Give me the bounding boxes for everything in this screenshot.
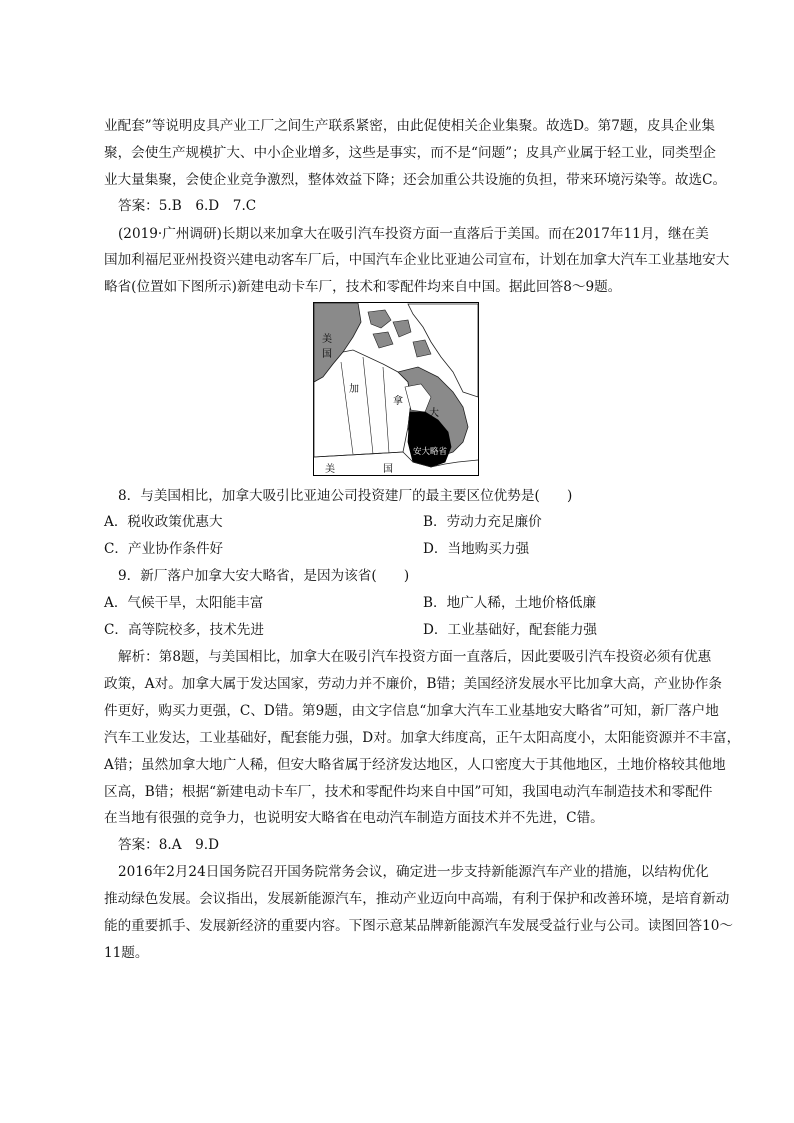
canada-map	[313, 302, 479, 476]
q9-option-d: D．工业基础好，配套能力强	[423, 622, 598, 638]
intro3-line2: 推动绿色发展。会议指出，发展新能源汽车，推动产业迈向中高端，有利于保护和改善环境，是培育新动	[104, 891, 730, 907]
intro2-line3: 略省(位置如下图所示)新建电动卡车厂，技术和零配件均来自中国。据此回答8～9题。	[104, 279, 622, 295]
intro3-line4: 11题。	[104, 945, 149, 961]
q8-option-d: D．当地购买力强	[423, 541, 530, 557]
analysis-line2: 政策，A对。加拿大属于发达国家，劳动力并不廉价，B错；美国经济发展水平比加拿大高，产业协作条	[104, 676, 722, 692]
label-us-top-1: 美	[322, 334, 332, 345]
analysis-line3: 件更好，购买力更强，C、D错。第9题，由文字信息“加拿大汽车工业基地安大略省”可知，新厂落户地	[104, 703, 719, 719]
paragraph1-line2: 聚，会使生产规模扩大、中小企业增多，这些是事实，而不是“问题”；皮具产业属于轻工业，同类型企	[104, 145, 717, 161]
q9-stem: 9．新厂落户加拿大安大略省，是因为该省( )	[118, 568, 410, 584]
q9-option-a: A．气候干旱，太阳能丰富	[104, 595, 264, 611]
answer2: 答案：8.A 9.D	[118, 837, 220, 853]
label-jia: 加	[349, 384, 359, 395]
label-da: 大	[429, 408, 439, 419]
label-us-bottom-1: 美	[325, 464, 335, 475]
q8-option-a: A．税收政策优惠大	[104, 514, 223, 530]
q9-option-c: C．高等院校多，技术先进	[104, 622, 264, 638]
paragraph1-line1: 业配套”等说明皮具产业工厂之间生产联系紧密，由此促使相关企业集聚。故选D。第7题，皮具企业集	[104, 118, 716, 134]
label-na: 拿	[393, 396, 403, 407]
q8-option-b: B．劳动力充足廉价	[423, 514, 542, 530]
analysis-line6: 区高，B错；根据“新建电动卡车厂，技术和零配件均来自中国”可知，我国电动汽车制造技术和零配件	[104, 784, 713, 800]
q8-option-c: C．产业协作条件好	[104, 541, 224, 557]
paragraph1-line3: 业大量集聚，会使企业竞争激烈，整体效益下降；还会加重公共设施的负担，带来环境污染等。故选C。	[104, 172, 727, 188]
q8-stem: 8．与美国相比，加拿大吸引比亚迪公司投资建厂的最主要区位优势是( )	[118, 488, 573, 504]
answer1: 答案：5.B 6.D 7.C	[118, 198, 257, 214]
analysis-line5: A错；虽然加拿大地广人稀，但安大略省属于经济发达地区，人口密度大于其他地区，土地价格较其他地	[104, 757, 726, 773]
intro2-line1: (2019·广州调研)长期以来加拿大在吸引汽车投资方面一直落后于美国。而在2017年11月，继在美	[118, 226, 709, 242]
analysis-line7: 在当地有很强的竞争力，也说明安大略省在电动汽车制造方面技术并不先进，C错。	[104, 810, 604, 826]
label-us-bottom-2: 国	[383, 464, 393, 475]
label-us-top-2: 国	[322, 349, 332, 360]
intro3-line1: 2016年2月24日国务院召开国务院常务会议，确定进一步支持新能源汽车产业的措施，以结构优化	[118, 864, 709, 880]
intro3-line3: 能的重要抓手、发展新经济的重要内容。下图示意某品牌新能源汽车发展受益行业与公司。读图回答10～	[104, 918, 734, 934]
label-ontario: 安大略省	[413, 447, 448, 457]
intro2-line2: 国加利福尼亚州投资兴建电动客车厂后，中国汽车企业比亚迪公司宣布，计划在加拿大汽车工业基地安大	[104, 252, 730, 268]
analysis-line1: 解析：第8题，与美国相比，加拿大在吸引汽车投资方面一直落后，因此要吸引汽车投资必须有优惠	[118, 649, 712, 665]
analysis-line4: 汽车工业发达，工业基础好，配套能力强，D对。加拿大纬度高，正午太阳高度小，太阳能资源并不丰富，	[104, 730, 741, 746]
q9-option-b: B．地广人稀，土地价格低廉	[423, 595, 597, 611]
canada-map-figure	[313, 302, 479, 476]
